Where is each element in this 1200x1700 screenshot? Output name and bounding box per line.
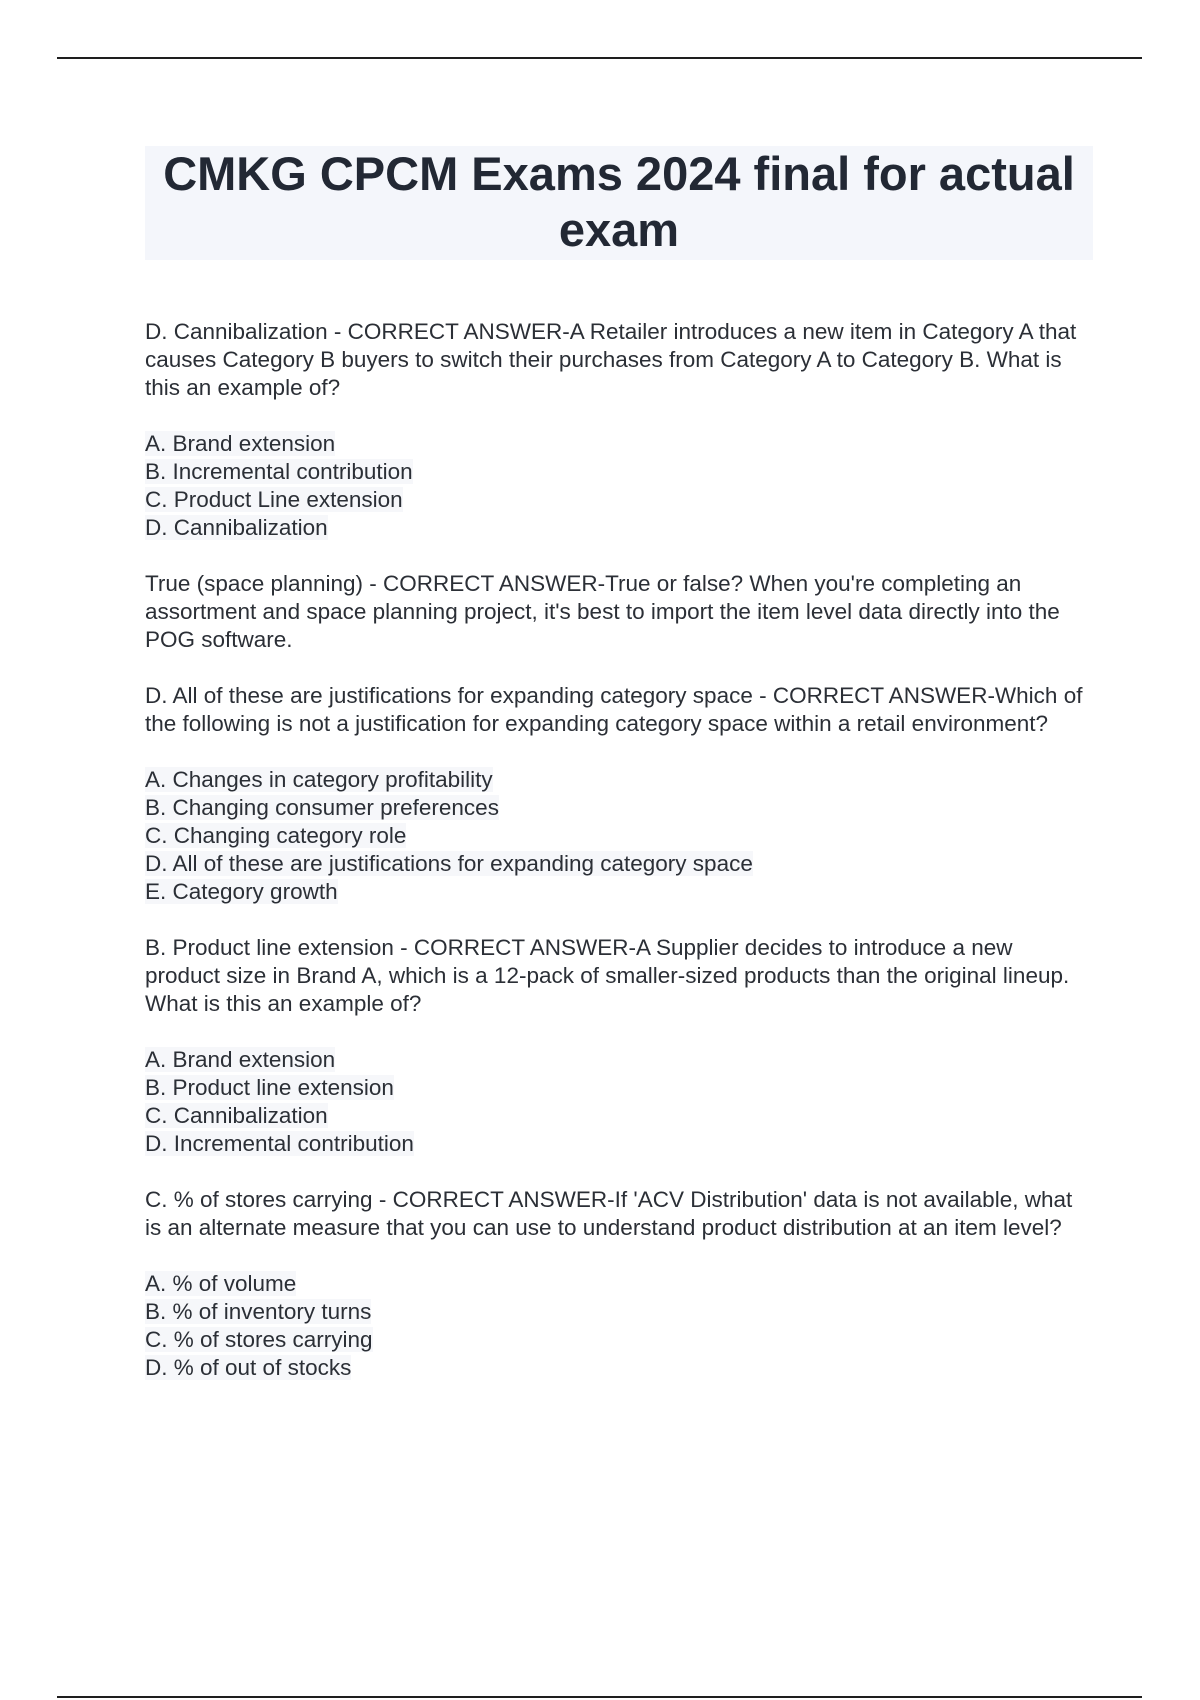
question-5	[145, 1186, 1093, 1382]
option-item: C. Changing category role	[145, 823, 407, 848]
question-3	[145, 682, 1093, 906]
question-4	[145, 934, 1093, 1158]
option-item: D. All of these are justifications for expanding category space	[145, 851, 753, 876]
option-item: E. Category growth	[145, 879, 338, 904]
option-list	[145, 1046, 1093, 1158]
question-text: B. Product line extension - CORRECT ANSWER-A Supplier decides to introduce a new product size in Brand A, which is a 12-pack of smaller-sized products than the original lineup. What is this an example of?	[145, 935, 1070, 1016]
option-item: B. % of inventory turns	[145, 1299, 372, 1324]
option-item: B. Product line extension	[145, 1075, 394, 1100]
document-body	[145, 146, 1093, 1410]
question-text: True (space planning) - CORRECT ANSWER-True or false? When you're completing an assortment and space planning project, it's best to import the item level data directly into the POG software.	[145, 571, 1060, 652]
option-list	[145, 1270, 1093, 1382]
document-title: CMKG CPCM Exams 2024 final for actual exam	[145, 146, 1093, 260]
option-list	[145, 430, 1093, 542]
option-item: D. Cannibalization	[145, 515, 328, 540]
option-item: B. Changing consumer preferences	[145, 795, 499, 820]
question-list	[145, 318, 1093, 1382]
option-item: C. Product Line extension	[145, 487, 403, 512]
question-text: D. All of these are justifications for expanding category space - CORRECT ANSWER-Which of the following is not a justification for expanding category space within a retail environment?	[145, 683, 1083, 736]
option-item: C. Cannibalization	[145, 1103, 328, 1128]
option-item: D. % of out of stocks	[145, 1355, 352, 1380]
question-text: D. Cannibalization - CORRECT ANSWER-A Retailer introduces a new item in Category A that causes Category B buyers to switch their purchases from Category A to Category B. What is this an example of?	[145, 319, 1077, 400]
option-item: C. % of stores carrying	[145, 1327, 373, 1352]
question-1	[145, 318, 1093, 542]
bottom-rule	[57, 1696, 1142, 1698]
option-item: A. % of volume	[145, 1271, 297, 1296]
option-item: A. Brand extension	[145, 1047, 336, 1072]
option-item: D. Incremental contribution	[145, 1131, 414, 1156]
question-text: C. % of stores carrying - CORRECT ANSWER-If 'ACV Distribution' data is not available, what is an alternate measure that you can use to understand product distribution at an item level?	[145, 1187, 1073, 1240]
option-item: A. Changes in category profitability	[145, 767, 493, 792]
option-item: A. Brand extension	[145, 431, 336, 456]
option-list	[145, 766, 1093, 906]
option-item: B. Incremental contribution	[145, 459, 413, 484]
top-rule	[57, 57, 1142, 59]
question-2	[145, 570, 1093, 654]
